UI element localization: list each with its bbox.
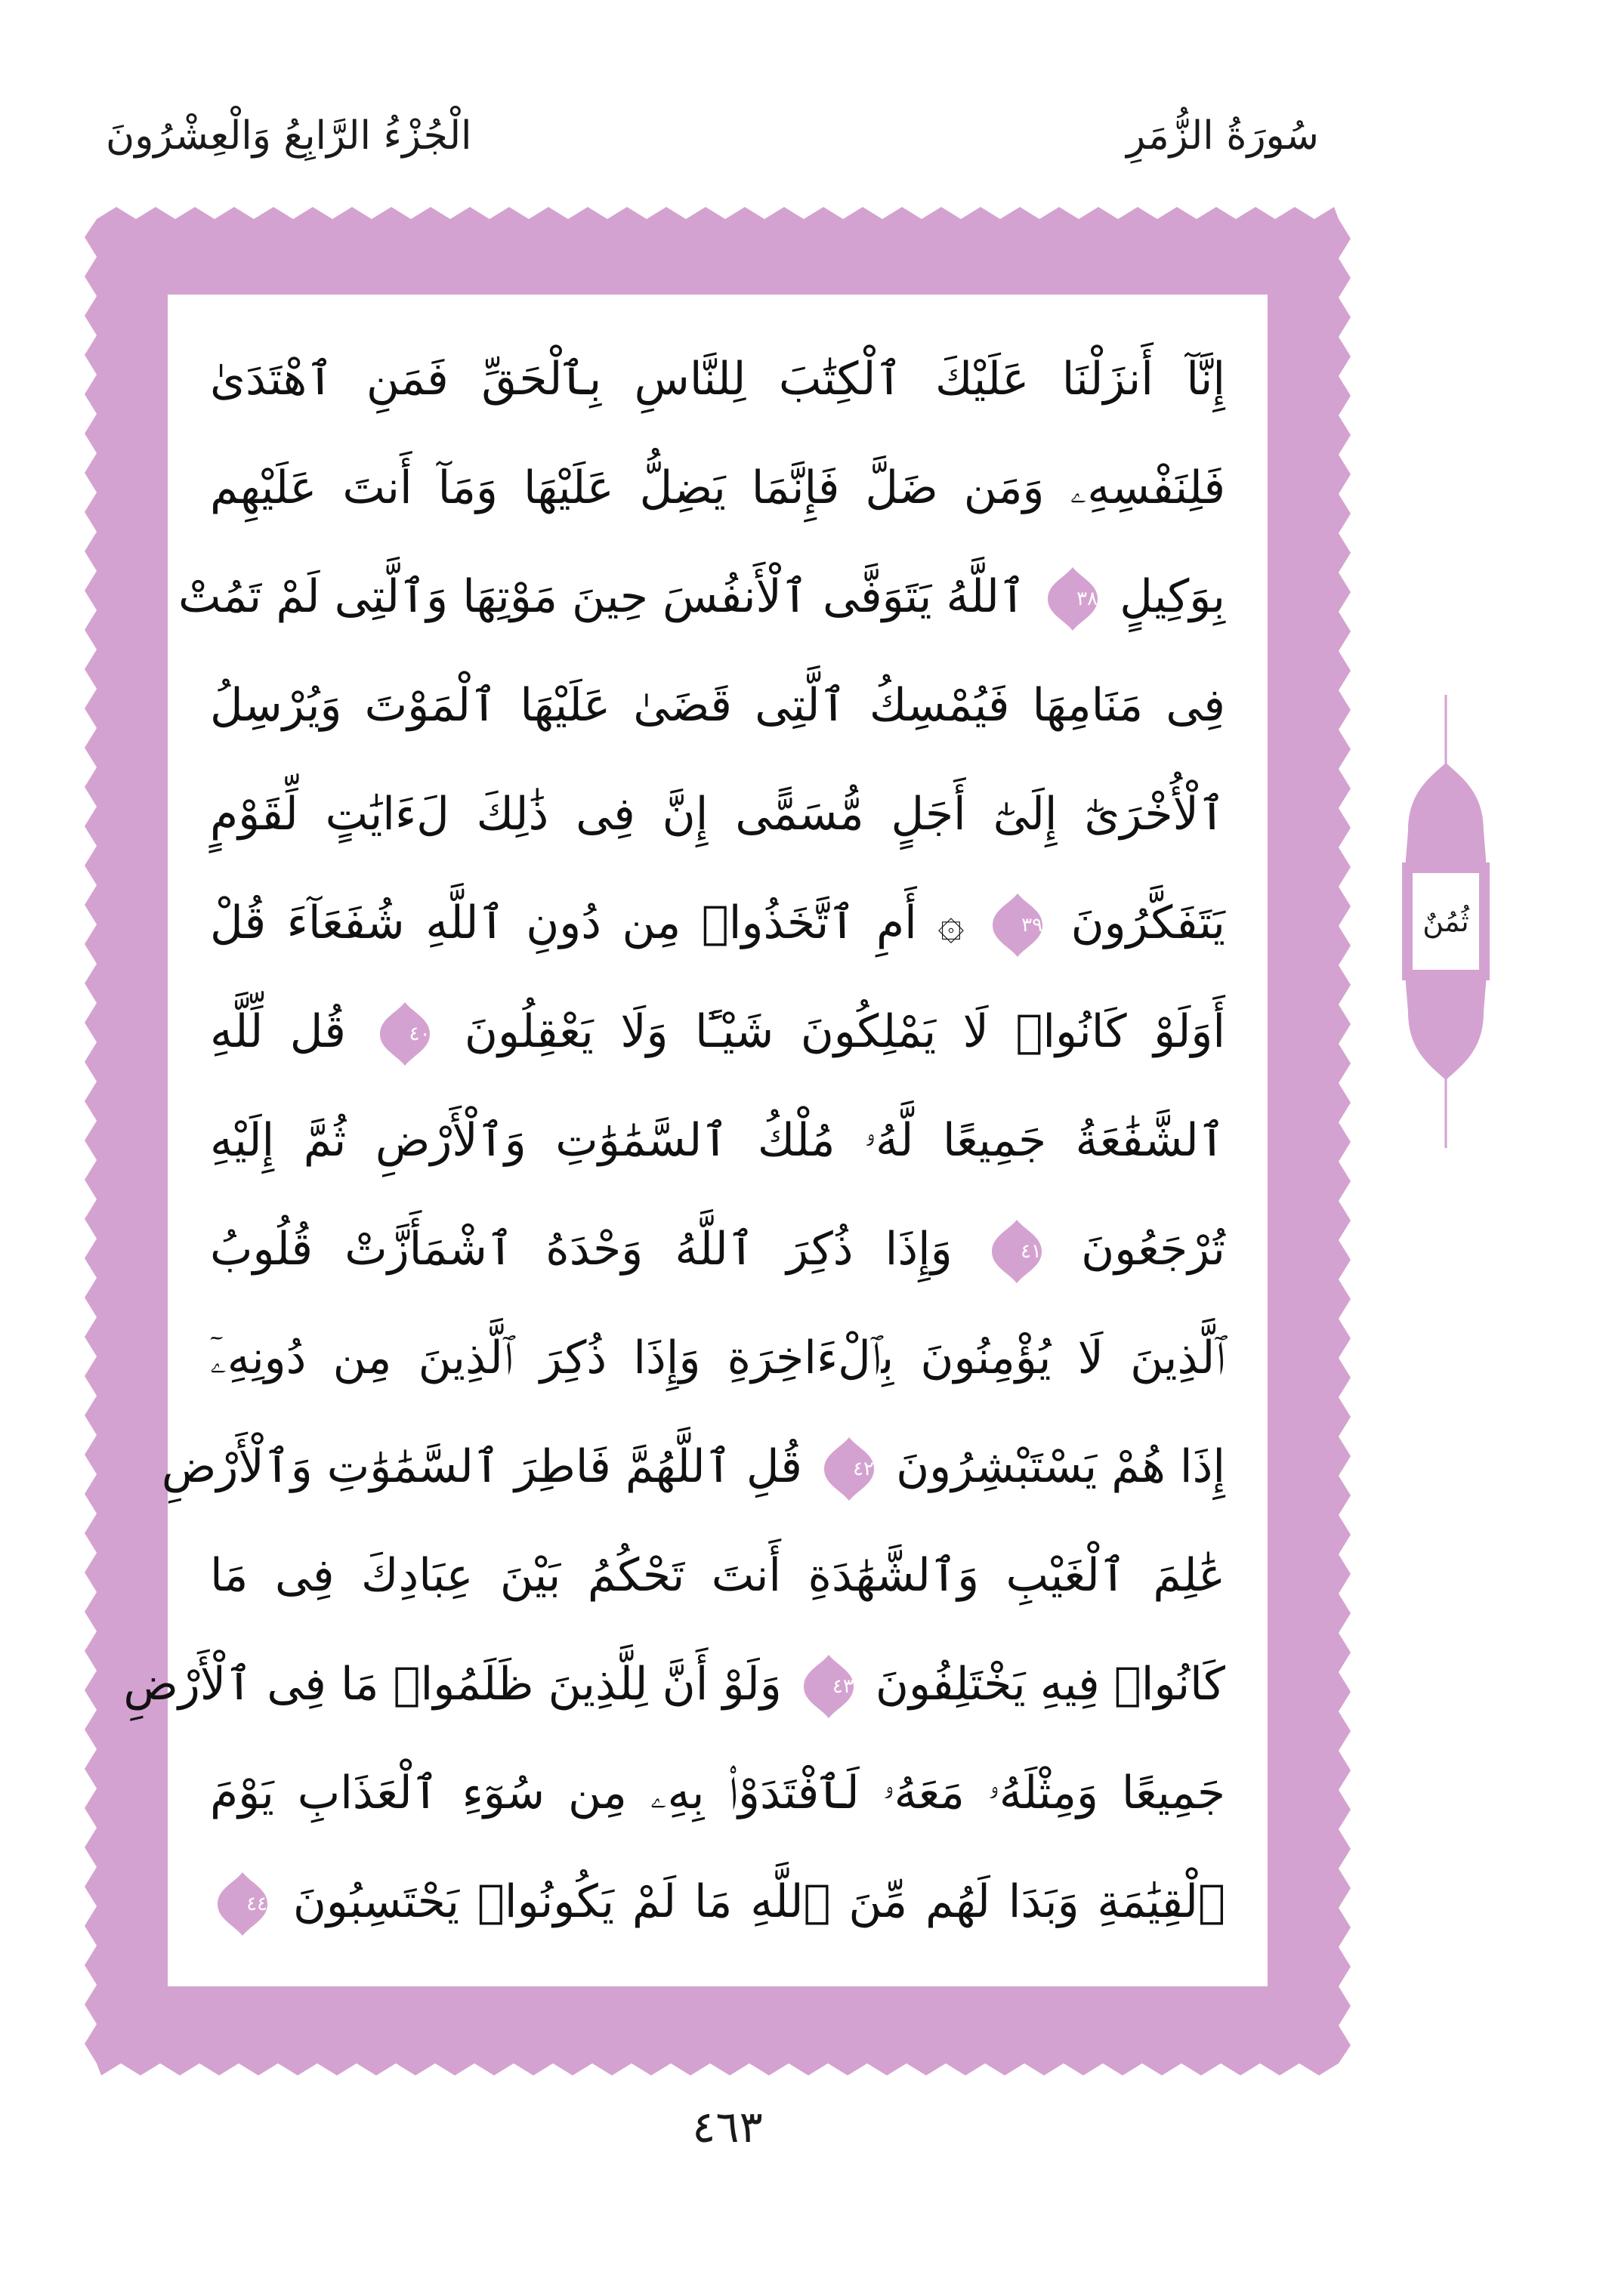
text-line bbox=[210, 869, 1225, 977]
quran-text bbox=[123, 325, 1226, 1956]
text-line bbox=[210, 1739, 1225, 1847]
surah-title: سُورَةُ الزُّمَرِ bbox=[1126, 113, 1319, 159]
verse-text: كَانُوا۟ فِيهِ يَخْتَلِفُونَ bbox=[875, 1658, 1225, 1711]
text-line bbox=[210, 1086, 1225, 1195]
verse-text: قُلِ ٱللَّهُمَّ فَاطِرَ ٱلسَّمَٰوَٰتِ وَٱلْأَرْضِ bbox=[161, 1440, 802, 1493]
text-line bbox=[210, 325, 1225, 434]
verse-text: ٱلَّذِينَ لَا يُؤْمِنُونَ بِٱلْءَاخِرَةِ وَإِذَا ذُكِرَ ٱلَّذِينَ مِن دُونِهِۦٓ bbox=[210, 1332, 1225, 1384]
text-line bbox=[210, 1195, 1225, 1304]
text-line bbox=[210, 1847, 1225, 1956]
verse-text: تُرْجَعُونَ bbox=[1081, 1223, 1225, 1276]
verse-text: فِى مَنَامِهَا فَيُمْسِكُ ٱلَّتِى قَضَىٰ عَلَيْهَا ٱلْمَوْتَ وَيُرْسِلُ bbox=[210, 679, 1225, 732]
text-line bbox=[210, 651, 1225, 760]
ayah-number: ٣٩ bbox=[1021, 914, 1043, 937]
verse-text: ٱلْأُخْرَىٰٓ إِلَىٰٓ أَجَلٍ مُّسَمًّى إِنَّ فِى ذَٰلِكَ لَءَايَٰتٍ لِّقَوْمٍ bbox=[210, 788, 1225, 841]
ayah-marker-icon bbox=[992, 1220, 1042, 1283]
verse-text: ٱلشَّفَٰعَةُ جَمِيعًا لَّهُۥ مُلْكُ ٱلسَّمَٰوَٰتِ وَٱلْأَرْضِ ثُمَّ إِلَيْهِ bbox=[210, 1114, 1225, 1167]
text-line bbox=[210, 1304, 1225, 1412]
text-line bbox=[178, 542, 1225, 651]
verse-text: يَتَفَكَّرُونَ bbox=[1070, 896, 1225, 949]
verse-text: وَلَوْ أَنَّ لِلَّذِينَ ظَلَمُوا۟ مَا فِى ٱلْأَرْضِ bbox=[123, 1658, 782, 1711]
verse-text: ٱللَّهُ يَتَوَفَّى ٱلْأَنفُسَ حِينَ مَوْتِهَا وَٱلَّتِى لَمْ تَمُتْ bbox=[178, 570, 1027, 623]
page-number: ٤٦٣ bbox=[692, 2101, 763, 2152]
verse-text: قُل لِّلَّهِ bbox=[210, 1005, 346, 1058]
verse-text: بِوَكِيلٍ bbox=[1120, 570, 1225, 623]
ayah-marker-icon bbox=[993, 893, 1042, 957]
verse-text: فَلِنَفْسِهِۦ وَمَن ضَلَّ فَإِنَّمَا يَضِلُّ عَلَيْهَا وَمَآ أَنتَ عَلَيْهِم bbox=[210, 461, 1225, 514]
verse-text: أَوَلَوْ كَانُوا۟ لَا يَمْلِكُونَ شَيْـًٔا وَلَا يَعْقِلُونَ bbox=[464, 1005, 1225, 1058]
text-panel bbox=[123, 295, 1268, 1986]
verse-text: وَإِذَا ذُكِرَ ٱللَّهُ وَحْدَهُ ٱشْمَأَزَّتْ قُلُوبُ bbox=[210, 1223, 953, 1276]
verse-text: عَٰلِمَ ٱلْغَيْبِ وَٱلشَّهَٰدَةِ أَنتَ تَحْكُمُ بَيْنَ عِبَادِكَ فِى مَا bbox=[210, 1549, 1225, 1602]
ayah-marker-icon bbox=[218, 1872, 267, 1936]
ayah-marker-icon bbox=[380, 1002, 430, 1066]
ayah-number: ٣٨ bbox=[1076, 588, 1098, 611]
text-line bbox=[123, 1630, 1225, 1739]
thumun-label: ثُمُنٌ bbox=[1422, 905, 1469, 938]
ayah-number: ٤٠ bbox=[409, 1023, 431, 1046]
verse-text: ٱلْقِيَٰمَةِ وَبَدَا لَهُم مِّنَ ٱللَّهِ مَا لَمْ يَكُونُوا۟ يَحْتَسِبُونَ bbox=[292, 1875, 1226, 1928]
ayah-marker-icon bbox=[1048, 567, 1098, 631]
ayah-number: ٤٤ bbox=[246, 1893, 267, 1916]
verse-text: إِذَا هُمْ يَسْتَبْشِرُونَ bbox=[896, 1440, 1225, 1493]
ayah-number: ٤٢ bbox=[853, 1458, 875, 1481]
text-line bbox=[210, 434, 1225, 542]
verse-text: ۞ أَمِ ٱتَّخَذُوا۟ مِن دُونِ ٱللَّهِ شُفَعَآءَ قُلْ bbox=[210, 896, 965, 949]
ayah-marker-icon bbox=[824, 1437, 874, 1501]
text-line bbox=[161, 1412, 1225, 1521]
ayah-number: ٤١ bbox=[1020, 1240, 1042, 1264]
text-line bbox=[210, 760, 1225, 869]
ayah-number: ٤٣ bbox=[832, 1675, 854, 1699]
ayah-marker-icon bbox=[804, 1655, 854, 1718]
text-line bbox=[210, 977, 1225, 1086]
text-line bbox=[210, 1521, 1225, 1630]
juz-title: الْجُزْءُ الرَّابِعُ وَالْعِشْرُونَ bbox=[106, 113, 472, 159]
verse-text: جَمِيعًا وَمِثْلَهُۥ مَعَهُۥ لَٱفْتَدَوْا۟ بِهِۦ مِن سُوٓءِ ٱلْعَذَابِ يَوْمَ bbox=[210, 1767, 1225, 1819]
verse-text: إِنَّآ أَنزَلْنَا عَلَيْكَ ٱلْكِتَٰبَ لِلنَّاسِ بِٱلْحَقِّ فَمَنِ ٱهْتَدَىٰ bbox=[210, 353, 1225, 406]
